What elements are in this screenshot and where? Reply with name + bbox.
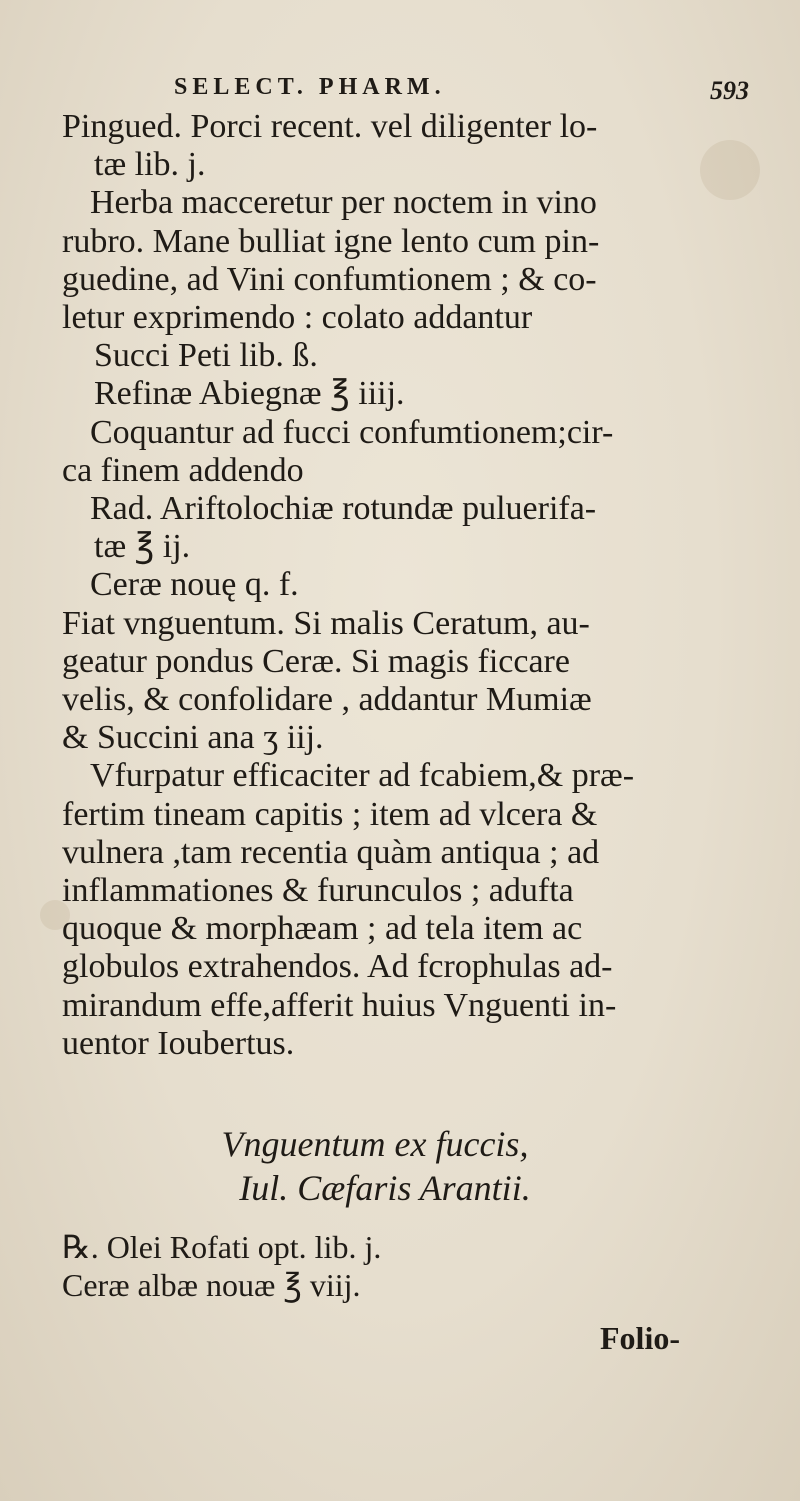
text-line: vulnera ,tam recentia quàm antiqua ; ad <box>62 833 600 871</box>
title-line-2: Iul. Cæfaris Arantii. <box>239 1168 531 1208</box>
recipe-block <box>62 1228 782 1304</box>
text-line: Rad. Ariftolochiæ rotundæ puluerifa- <box>90 490 597 528</box>
recipe-line: ℞. Olei Rofati opt. lib. j. <box>62 1229 382 1265</box>
text-line: Fiat vnguentum. Si malis Ceratum, au- <box>62 604 590 642</box>
text-line: geatur pondus Ceræ. Si magis ficcare <box>62 642 570 680</box>
text-line: inflammationes & furunculos ; adufta <box>62 872 574 910</box>
text-line: tæ ℥ ij. <box>94 528 191 566</box>
text-line: tæ lib. j. <box>94 146 206 184</box>
text-line: ca finem addendo <box>62 451 304 489</box>
body-text <box>62 108 782 1063</box>
text-line: Vfurpatur efficaciter ad fcabiem,& præ- <box>90 757 635 795</box>
title-line-1: Vnguentum ex fuccis, <box>221 1124 529 1164</box>
text-line: Succi Peti lib. ß. <box>94 337 318 375</box>
text-line: Pingued. Porci recent. vel diligenter lo- <box>62 108 598 145</box>
text-line: fertim tineam capitis ; item ad vlcera & <box>62 795 598 833</box>
recipe-line: Ceræ albæ nouæ ℥ viij. <box>62 1267 361 1304</box>
page-number: 593 <box>710 76 749 105</box>
running-head: SELECT. PHARM. <box>174 74 446 100</box>
text-line: Ceræ nouę q. f. <box>90 566 299 604</box>
recipe-title <box>0 1122 800 1210</box>
text-line: Refinæ Abiegnæ ℥ iiij. <box>94 375 405 413</box>
text-line: & Succini ana ʒ iij. <box>62 719 324 757</box>
catchword: Folio- <box>600 1320 680 1356</box>
text-line: letur exprimendo : colato addantur <box>62 299 533 337</box>
text-line: Herba macceretur per noctem in vino <box>90 184 597 222</box>
text-line: globulos extrahendos. Ad fcrophulas ad- <box>62 948 613 986</box>
text-line: guedine, ad Vini confumtionem ; & co- <box>62 260 597 298</box>
text-line: velis, & confolidare , addantur Mumiæ <box>62 681 592 719</box>
text-line: Coquantur ad fucci confumtionem;cir- <box>90 413 614 451</box>
text-line: uentor Ioubertus. <box>62 1024 295 1062</box>
text-line: rubro. Mane bulliat igne lento cum pin- <box>62 222 600 260</box>
text-line: mirandum effe,afferit huius Vnguenti in- <box>62 986 617 1024</box>
text-line: quoque & morphæam ; ad tela item ac <box>62 910 583 948</box>
